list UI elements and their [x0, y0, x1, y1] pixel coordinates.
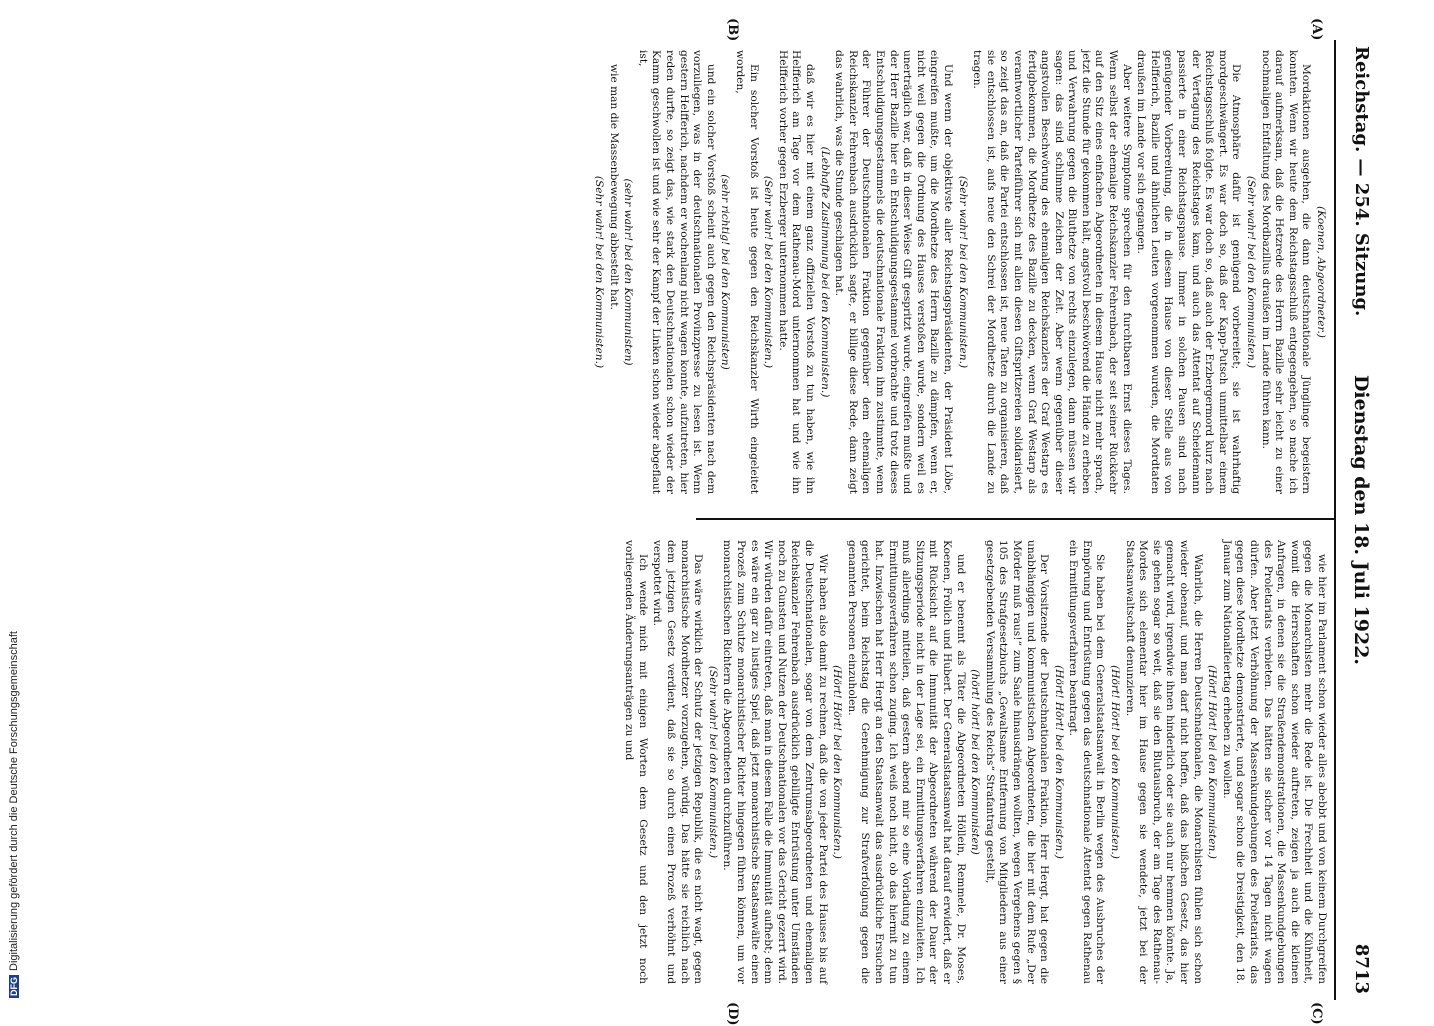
- paragraph: Wahrlich, die Herren Deutschnationalen, die Monarchisten fühlen sich schon wieder obenauf, und man darf nicht hoffen, daß das bißchen Gesetz, das hier gemacht wird, irgendwie ihnen hinderlich oder sie auch nur hemmen könnte. Ja, sie gehen sogar so weit, daß sie den Blutausbruch, der am Tage des Rathenau-Mordes sich elementar hier im Hause gegen sie wendete, jetzt bei der Staatsanwaltschaft denunzieren.: [1123, 540, 1204, 984]
- margin-marker-d: (D): [725, 1002, 740, 1026]
- interjection: (Sehr wahr! bei den Kommunisten.): [762, 175, 775, 369]
- page-number: 8713: [1351, 943, 1372, 994]
- page-header: [1334, 40, 1380, 1000]
- interjection: (Lebhafte Zustimmung bei den Kommunisten.): [818, 146, 831, 398]
- paragraph: und ein solcher Vorstoß scheint auch gegen den Reichspräsidenten nach dem vorzuliegen, was in der deutschnationalen Provinzpresse zu lesen ist. Wenn gestern Helfferich, nachdem er wochenlang nicht wagen konnte, aufzutreten, hier reden durfte, so zeigt das, wie stark den Deutschnationalen schon wieder der Kamm geschwollen ist und wie sehr der Kampf der Linken schon wieder abgeflaut ist,: [636, 50, 717, 494]
- paragraph: Wir haben also damit zu rechnen, daß die von jeder Partei des Hauses bis auf die Deutschnationalen, sogar von dem Zentrumsabgeordneten und ehemaligen Reichskanzler Fehrenbach ausdrücklich gebilligte Entrüstung unter Umständen noch zu Gunsten und Nutzen der Deutschnationalen vor das Gericht gezerrt wird. Wir würden dafür eintreten, daß man in diesem Falle die Immunität aufhebt; denn es wäre ein gar zu lustiges Spiel, daß jetzt monarchistische Staatsanwälte einen Prozeß zum Schutze monarchistischer Richter hingegen führen können, um vor monarchistischen Richtern die Abgeordneten durchzuführen.: [721, 540, 829, 984]
- interjection: (Sehr wahr! bei den Kommunisten.): [706, 665, 719, 859]
- paragraph: Aber weitere Symptome sprechen für den furchtbaren Ernst dieses Tages. Wenn selbst der ehemalige Reichskanzler Fehrenbach, der seit seiner Rückkehr auf den Sitz eines einfachen Abgeordneten in diesem Hause nicht mehr sprach, jetzt die Stunde für gekommen hält, angstvoll beschwörend die Hände zu erheben und Verwahrung gegen die Bluthetze von rechts einzulegen, dann müssen wir sagen: das sind schlimme Zeichen der Zeit. Aber wenn gegenüber dieser angstvollen Beschwörung des ehemaligen Reichskanzlers der Graf Westarp es fertigbekommen, die Mordhetze des Bazille zu decken, wenn Graf Westarp als verantwortlicher Parteiführer sich mit allen diesen Giftspritzereien solidarisiert, so zeigt das an, daß die Partei entschlossen ist, neue Taten zu organisieren, daß sie entschlossen ist, aufs neue den Schrei der Mordhetze durch die Lande zu tragen.: [971, 50, 1133, 494]
- rotated-page: [60, 18, 1380, 1026]
- interjection: (Sehr wahr! bei den Kommunisten.): [1245, 175, 1258, 369]
- interjection: (Hört! Hört! bei den Kommunisten.): [1206, 665, 1219, 859]
- paragraph: daß wir es hier mit einem ganz offiziellen Vorstoß zu tun haben, wie ihn Helfferich am Tage vor dem Rathenau-Mord unternommen hat und wie ihn Helfferich vorher gegen Erzberger unternommen hatte.: [776, 50, 817, 494]
- interjection: (Sehr wahr! bei den Kommunisten.): [593, 175, 606, 369]
- margin-marker-a: (A): [1309, 18, 1324, 41]
- section-title: Reichstag. — 254. Sitzung.: [1351, 46, 1372, 317]
- dfg-watermark: [8, 631, 20, 998]
- paragraph: Das wäre wirklich der Schutz der jetzigen Republik, die es nicht wagt, gegen monarchistische Mordhetzer vorzugehen, würdig. Das hätte sie reichlich nach dem jetzigen Gesetz verdient, daß sie so durch einen Prozeß verhöhnt und verspottet wird.: [651, 540, 705, 984]
- paragraph: Sie haben bei dem Generalstaatsanwalt in Berlin wegen des Ausbruches der Empörung und Entrüstung gegen das deutschnationale Attentat gegen Rathenau ein Ermittlungsverfahren beantragt.: [1067, 540, 1107, 984]
- paragraph: wie hier im Parlament schon wieder alles abebbt und von keinem Durchgreifen gegen die Monarchisten mehr die Rede ist. Die Frechheit und die Kühnheit, womit die Herrschaften schon wieder auftreten, zeigen ja auch die kleinen Anfragen, in denen sie die Straßendemonstrationen, die Massenkundgebungen des Proletariats verbieten. Das hätten sie sicher vor 14 Tagen nicht wagen dürfen. Aber jetzt Verhöhnung der Massenkundgebungen des Proletariats, das gegen diese Mordhetze demonstrierte, und sogar schon die Dreistigkeit, den 18. Januar zum Nationalfeiertag erheben zu wollen.: [1220, 540, 1328, 984]
- margin-marker-c: (C): [1309, 1002, 1324, 1025]
- column-divider: [696, 518, 1336, 520]
- paragraph: Und wenn der objektivste aller Reichstagspräsidenten, der Präsident Löbe, eingreifen mußte, um die Mordhetze des Herrn Bazille zu dämpfen, wenn er, nicht weil gegen die Ordnung des Hauses verstoßen wurde, sondern weil es unerträglich war, daß in dieser Weise Gift gespritzt wurde, eingreifen mußte und der Herr Bazille hier ein Entschuldigungsgestammel vorbrachte und trotz dieses Entschuldigungsgestammels die deutschnationale Fraktion ihm zustimmte, wenn der Führer der Deutschnationalen Fraktion gegenüber dem ehemaligen Reichskanzler Fehrenbach ausdrücklich sagte, er billige diese Rede, dann zeigt das wahrlich, was die Stunde geschlagen hat.: [833, 50, 954, 494]
- paragraph: Die Atmosphäre dafür ist genügend vorbereitet; sie ist wahrhaftig mordgeschwängert. Es war doch so, daß der Kapp-Putsch unmittelbar einem Reichstagsschluß folgte. Es war doch so, daß auch der Erzbergermord kurz nach der Vertagung des Reichstages kam, und auch das Attentat auf Scheidemann passierte in einer Reichstagspause. Immer in solchen Pausen sind nach genügender Vorbereitung, die in diesem Hause von dieser Stelle aus von Helfferich, Bazille und ähnlichen Leuten vorgenommen wurden, die Mordtaten draußen im Lande vor sich gegangen.: [1135, 50, 1243, 494]
- speaker-line: (Koenen, Abgeordneter.): [1315, 206, 1327, 338]
- paragraph: Ich wende mich mit einigen Worten dem Gesetz und den jetzt noch vorliegenden Änderungsanträgen zu und: [623, 540, 649, 984]
- paragraph: Mordaktionen ausgehen, die dann deutschnationale Jünglinge begeistern konnten. Wenn wir heute dem Reichstagsschluß entgegengehen, so mache ich darauf aufmerksam, daß die Hetzrede des Herrn Bazille sehr leicht zu einer nochmaligen Entfaltung des Mordbazillus draußen im Lande führen kann.: [1259, 50, 1313, 494]
- interjection: (Hört! Hört! bei den Kommunisten.): [831, 665, 844, 859]
- interjection: (hört! hört! bei den Kommunisten): [969, 669, 982, 855]
- watermark-text: Digitalisierung gefördert durch die Deutsche Forschungsgemeinschaft: [8, 631, 20, 971]
- paragraph: Der Vorsitzende der Deutschnationalen Fraktion, Herr Hergt, hat gegen die unabhängigen und kommunistischen Abgeordneten, die hier mit dem Rufe „Der Mörder muß raus!“ zum Saale hinausdrängen wollten, wegen Vergehens gegen § 105 des Strafgesetzbuchs „Gewaltsame Entfernung von Mitgliedern aus einer gesetzgebenden Versammlung des Reichs“ Strafantrag gestellt,: [983, 540, 1051, 984]
- interjection: (Hört! Hört! bei den Kommunisten.): [1109, 665, 1122, 859]
- interjection: (Sehr wahr! bei den Kommunisten.): [956, 175, 969, 369]
- paragraph: Ein solcher Vorstoß ist heute gegen den Reichskanzler Wirth eingeleitet worden,: [734, 50, 760, 494]
- margin-marker-b: (B): [725, 18, 740, 42]
- interjection: (Hört! Hört! bei den Kommunisten.): [1052, 665, 1065, 859]
- interjection: (sehr wahr! bei den Kommunisten): [622, 178, 635, 366]
- right-column: [621, 540, 1328, 984]
- dfg-logo-icon: DFG: [9, 977, 19, 996]
- left-column: [591, 50, 1328, 494]
- paragraph: wie man die Massenbewegung abbestellt hat.: [607, 64, 620, 310]
- session-date: Dienstag den 18. Juli 1922.: [1350, 374, 1372, 666]
- interjection: (sehr richtig! bei den Kommunisten): [719, 174, 732, 370]
- paragraph: und er benennt als Täter die Abgeordneten Höllein, Remmele, Dr. Moses, Koenen, Frölich und Hubert. Der Generalstaatsanwalt hat darauf erwidert, daß er mit Rücksicht auf die Immunität der Abgeordneten während der Dauer der Sitzungsperiode nicht in der Lage sei, ein Ermittlungsverfahren einzuleiten. Ich muß allerdings mitteilen, daß gestern abend mir so eine Vorladung zu einem Ermittlungsverfahren schon zuging. Ich weiß noch nicht, ob das hiermit zu tun hat. Inzwischen hat Herr Hergt an den Staatsanwalt das ausdrückliche Ersuchen gerichtet, beim Reichstag die Genehmigung zur Strafverfolgung gegen die genannten Personen einzuholen.: [845, 540, 967, 984]
